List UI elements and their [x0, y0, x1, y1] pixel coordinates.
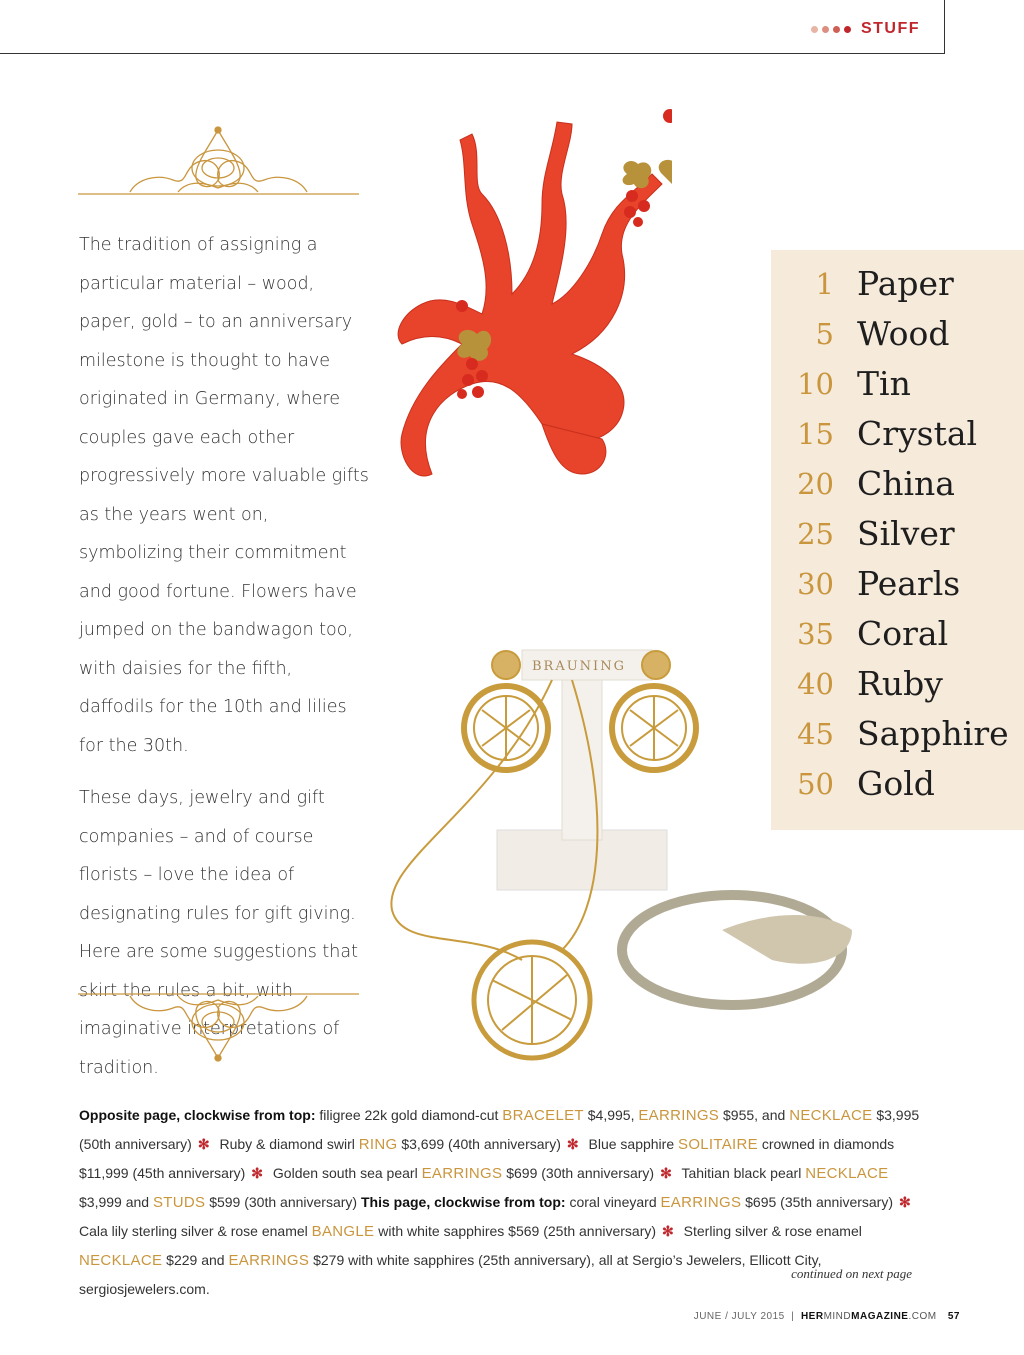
section-tag — [811, 20, 920, 38]
caption-text: $279 with white sapphires (25th anniversary), — [313, 1252, 595, 1268]
caption-highlight: BRACELET — [502, 1107, 584, 1124]
anniversary-material: Crystal — [857, 414, 978, 453]
caption-text: $4,995, — [587, 1107, 635, 1123]
anniversary-year: 40 — [797, 667, 834, 701]
caption-text: with white sapphires $569 (25th anniversary) — [378, 1223, 657, 1239]
anniversary-material: Sapphire — [857, 714, 1009, 753]
anniversary-year: 5 — [815, 317, 834, 351]
caption-text: $3,699 (40th anniversary) — [401, 1136, 561, 1152]
caption-highlight: NECKLACE — [789, 1107, 873, 1124]
anniversary-year: 30 — [797, 567, 834, 601]
caption-text: filigree 22k gold diamond-cut — [319, 1107, 499, 1123]
anniversary-material: Tin — [857, 364, 911, 403]
anniversary-year: 45 — [797, 717, 834, 751]
brand-magazine: MAGAZINE — [851, 1311, 909, 1322]
brand-her: HER — [800, 1311, 824, 1322]
asterisk-icon: ✻ — [660, 1165, 672, 1181]
caption-text: $599 (30th anniversary) — [209, 1194, 358, 1210]
caption-text: $3,999 and — [79, 1194, 150, 1210]
anniversary-row — [771, 359, 1024, 409]
anniversary-material: China — [857, 464, 955, 503]
caption-highlight: NECKLACE — [79, 1252, 163, 1269]
anniversary-year: 50 — [797, 767, 834, 801]
anniversary-year: 15 — [797, 417, 834, 451]
caption-highlight: SOLITAIRE — [678, 1136, 758, 1153]
anniversary-material: Wood — [857, 314, 950, 353]
continued-note: continued on next page — [791, 1266, 912, 1281]
anniversary-row — [771, 609, 1024, 659]
caption-text: $955, and — [723, 1107, 786, 1123]
brand-mind: MIND — [823, 1311, 852, 1322]
caption-text: Blue sapphire — [588, 1136, 675, 1152]
flourish-icon — [78, 118, 359, 198]
caption-highlight: STUDS — [152, 1194, 206, 1211]
flourish-icon — [78, 992, 359, 1072]
top-ornament — [78, 118, 359, 198]
header-rule — [0, 53, 945, 54]
anniversary-year: 10 — [797, 367, 834, 401]
caption-highlight: RING — [358, 1136, 398, 1153]
asterisk-icon: ✻ — [566, 1136, 579, 1152]
stand-brand-label: BRAUNING — [532, 659, 626, 674]
anniversary-row — [771, 709, 1024, 759]
body-text — [79, 226, 369, 1087]
caption-text: Ruby & diamond swirl — [219, 1136, 355, 1152]
magazine-brand — [801, 1311, 937, 1322]
caption-text: all at Sergio’s Jewelers, Ellicott City, sergiosjewelers.com. — [79, 1252, 822, 1297]
caption-text: $3,995 (50th anniversary) — [79, 1107, 920, 1152]
issue-date: JUNE / JULY 2015 — [693, 1311, 785, 1322]
page-footer — [694, 1311, 960, 1322]
caption-highlight: BANGLE — [311, 1223, 375, 1240]
anniversary-material: Pearls — [857, 564, 961, 603]
asterisk-icon: ✻ — [899, 1194, 911, 1210]
anniversary-material: Ruby — [857, 664, 943, 703]
coral-earrings-photo — [372, 94, 672, 534]
caption-text: Sterling silver & rose enamel — [683, 1223, 862, 1239]
anniversary-row — [771, 259, 1024, 309]
caption-text: crowned in diamonds $11,999 (45th anniversary) — [79, 1136, 895, 1181]
page-number: 57 — [947, 1311, 960, 1322]
caption-highlight: EARRINGS — [638, 1107, 720, 1124]
anniversary-list — [771, 250, 1024, 830]
anniversary-material: Silver — [857, 514, 955, 553]
paragraph-1: The tradition of assigning a particular material – wood, paper, gold – to an anniversary milestone is thought to have originated in Germany, where couples gave each other progressively more valuable gifts as the years went on, symbolizing their commitment and good fortune. Flowers have jumped on the bandwagon too, with daisies for the fifth, daffodils for the 10th and lilies for the 30th. — [79, 235, 369, 756]
dot-3 — [833, 26, 840, 33]
anniversary-year: 35 — [797, 617, 834, 651]
anniversary-row — [771, 559, 1024, 609]
footer-separator: | — [791, 1311, 795, 1322]
anniversary-year: 25 — [797, 517, 834, 551]
anniversary-row — [771, 309, 1024, 359]
caption-text: Tahitian black pearl — [681, 1165, 802, 1181]
anniversary-row — [771, 459, 1024, 509]
asterisk-icon: ✻ — [197, 1136, 210, 1152]
caption-text: $695 (35th anniversary) — [745, 1194, 894, 1210]
brand-com: .COM — [908, 1311, 937, 1322]
caption-text: coral vineyard — [569, 1194, 657, 1210]
caption-text: Golden south sea pearl — [272, 1165, 418, 1181]
caption-text: $229 and — [166, 1252, 225, 1268]
caption-highlight: EARRINGS — [228, 1252, 310, 1269]
anniversary-material: Coral — [857, 614, 949, 653]
caption-text: $699 (30th anniversary) — [506, 1165, 655, 1181]
anniversary-material: Gold — [857, 764, 935, 803]
anniversary-row — [771, 759, 1024, 809]
anniversary-row — [771, 509, 1024, 559]
anniversary-row — [771, 659, 1024, 709]
dot-1 — [811, 26, 818, 33]
section-label: STUFF — [860, 20, 920, 37]
dot-2 — [822, 26, 829, 33]
caption-highlight: EARRINGS — [421, 1165, 503, 1182]
asterisk-icon: ✻ — [662, 1223, 674, 1239]
paragraph-2: These days, jewelry and gift companies – and of course florists – love the idea of designating rules for gift giving. Here are some suggestions that skirt the rules a bit, with imaginative interpretations of tradition. — [79, 788, 358, 1078]
asterisk-icon: ✻ — [251, 1165, 264, 1181]
caption-highlight: EARRINGS — [660, 1194, 742, 1211]
caption-lead-this: This page, clockwise from top: — [360, 1194, 566, 1210]
caption-text: Cala lily sterling silver & rose enamel — [79, 1223, 308, 1239]
anniversary-year: 20 — [797, 467, 834, 501]
anniversary-row — [771, 409, 1024, 459]
caption-lead-opposite: Opposite page, clockwise from top: — [79, 1107, 316, 1123]
bottom-ornament — [78, 992, 359, 1072]
caption-highlight: NECKLACE — [805, 1165, 889, 1182]
anniversary-year: 1 — [815, 267, 834, 301]
anniversary-material: Paper — [857, 264, 954, 303]
dot-4 — [844, 26, 851, 33]
header-vertical-rule — [944, 0, 945, 54]
